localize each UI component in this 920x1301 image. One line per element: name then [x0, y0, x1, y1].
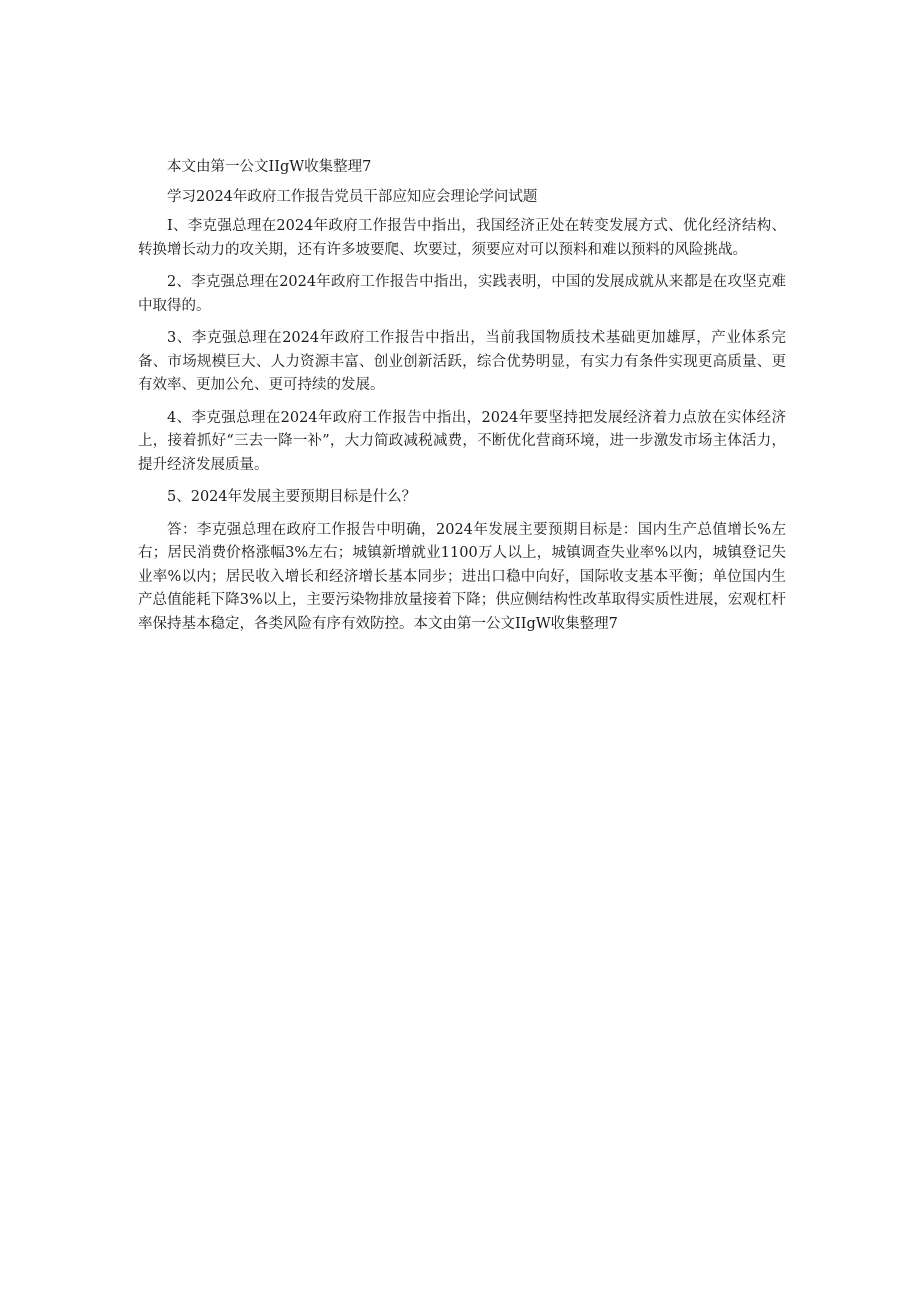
paragraph-2: 2、李克强总理在2024年政府工作报告中指出，实践表明，中国的发展成就从来都是在攻坚克难中取得的。	[138, 274, 786, 314]
answer-5: 答：李克强总理在政府工作报告中明确，2024年发展主要预期目标是：国内生产总值增长%左右；居民消费价格涨幅3%左右；城镇新增就业1100万人以上，城镇调查失业率%以内，城镇登记失业率%以内；居民收入增长和经济增长基本同步；进出口稳中向好，国际收支基本平衡；单位国内生产总值能耗下降3%以上，主要污染物排放量接着下降；供应侧结构性改革取得实质性进展，宏观杠杆率保持基本稳定，各类风险有序有效防控。本文由第一公文IIgW收集整理7	[138, 521, 786, 632]
paragraph-3: 3、李克强总理在2024年政府工作报告中指出，当前我国物质技术基础更加雄厚，产业体系完备、市场规模巨大、人力资源丰富、创业创新活跃，综合优势明显，有实力有条件实现更高质量、更有效率、更加公允、更可持续的发展。	[138, 330, 786, 393]
document-body	[138, 156, 786, 645]
document-title: 学习2024年政府工作报告党员干部应知应会理论学问试题	[167, 188, 538, 205]
paragraph-1: I、李克强总理在2024年政府工作报告中指出，我国经济正处在转变发展方式、优化经济结构、转换增长动力的攻关期，还有许多坡要爬、坎要过，须要应对可以预料和难以预料的风险挑战。	[138, 218, 786, 258]
question-5: 5、2024年发展主要预期目标是什么？	[167, 489, 417, 505]
paragraph-4: 4、李克强总理在2024年政府工作报告中指出，2024年要坚持把发展经济着力点放在实体经济上，接着抓好“三去一降一补”，大力简政减税减费，不断优化营商环境，进一步激发市场主体活力，提升经济发展质量。	[138, 409, 786, 473]
source-note: 本文由第一公文IIgW收集整理7	[167, 159, 372, 175]
